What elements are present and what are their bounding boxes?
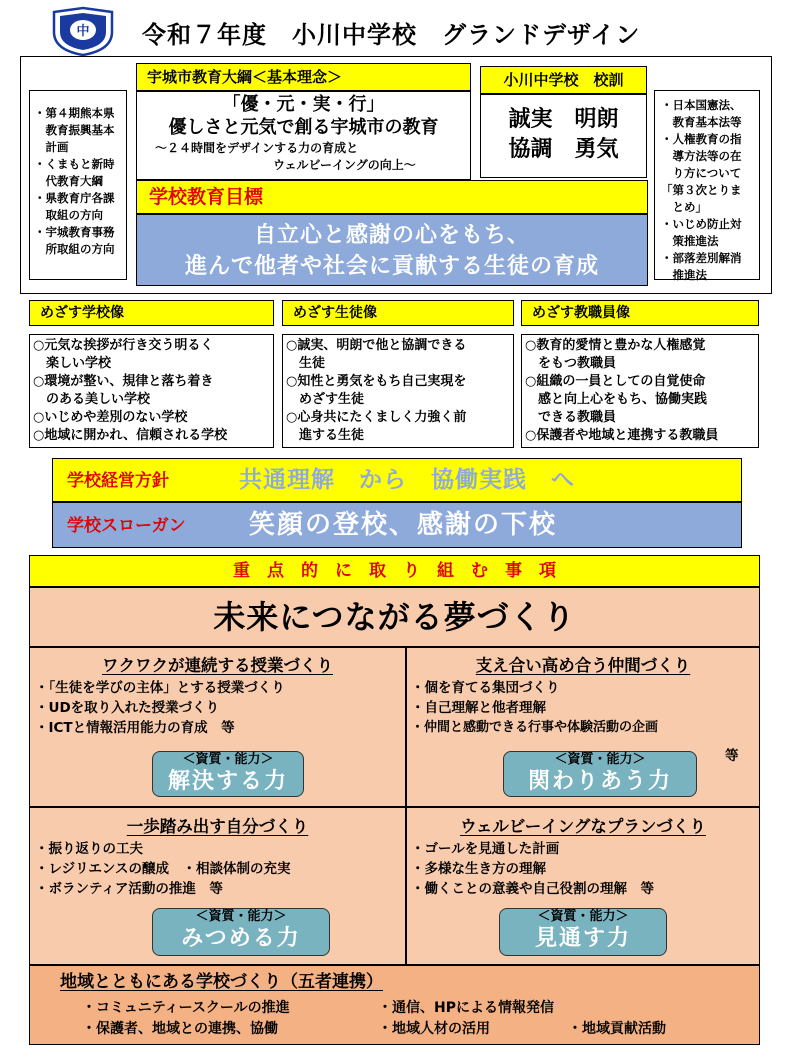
quadrant-lessons-title: ワクワクが連続する授業づくり xyxy=(102,656,333,675)
motto-line1: 誠実 明朗 xyxy=(508,107,619,132)
ability-badge-foresee: ＜資質・能力＞ 見通す力 xyxy=(499,908,667,956)
list-item: ・振り返りの工夫 xyxy=(35,841,143,857)
ability-badge-relate: ＜資質・能力＞ 関わりあう力 xyxy=(503,751,697,797)
motto-line2: 協調 勇気 xyxy=(508,137,619,162)
slogan-text: 笑顔の登校、感謝の下校 xyxy=(249,510,558,540)
community-item: ・通信、HPによる情報発信 xyxy=(378,1000,554,1016)
ideal-student-list: ○誠実、明朗で他と協調できる 生徒 ○知性と勇気をもち自己実現を めざす生徒 ○心身共にたくましく力強く前 進する生徒 xyxy=(282,334,514,448)
right-reference-box: ・日本国憲法、 教育基本法等 ・人権教育の指 導方法等の在 り方について 「第３次とりま とめ」 ・いじめ防止対 策推進法 ・部落差別解消 推進法 xyxy=(654,90,760,280)
quadrant-peers-title: 支え合い高め合う仲間づくり xyxy=(475,656,691,675)
school-goal-line2: 進んで他者や社会に貢献する生徒の育成 xyxy=(184,254,599,279)
ideal-staff-header: めざす教職員像 xyxy=(521,300,759,326)
quadrant-peers xyxy=(406,647,760,807)
community-box xyxy=(29,965,760,1045)
page-title: 令和７年度 小川中学校 グランドデザイン xyxy=(142,21,641,49)
motto-header: 小川中学校 校訓 xyxy=(480,66,647,94)
list-item: ・「生徒を学びの主体」とする授業づくり xyxy=(35,680,285,696)
management-policy-text: 共通理解 から 協働実践 へ xyxy=(239,467,575,493)
list-item: ・個を育てる集団づくり xyxy=(411,680,560,696)
svg-text:中: 中 xyxy=(76,24,90,39)
list-item: ・ICTと情報活用能力の育成 等 xyxy=(35,720,235,736)
list-item: ・働くことの意義や自己役割の理解 等 xyxy=(411,881,654,897)
slogan-bar xyxy=(52,502,742,548)
school-goal-header: 学校教育目標 xyxy=(136,180,648,214)
list-item: ・レジリエンスの醸成 ・相談体制の充実 xyxy=(35,861,291,877)
uki-policy-header: 宇城市教育大綱＜基本理念＞ xyxy=(136,63,471,91)
quadrant-plan xyxy=(406,807,760,965)
list-item: ・多様な生き方の理解 xyxy=(411,861,546,877)
list-item: ・ボランティア活動の推進 等 xyxy=(35,881,223,897)
community-item: ・コミュニティースクールの推進 xyxy=(82,1000,290,1016)
quadrant-plan-title: ウェルビーイングなプランづくり xyxy=(460,817,706,836)
school-emblem xyxy=(52,6,114,56)
left-reference-box: ・第４期熊本県 教育振興基本 計画 ・くまもと新時 代教育大綱 ・県教育庁各課 取組の方向 ・宇城教育事務 所取組の方向 xyxy=(29,90,127,280)
community-item: ・地域貢献活動 xyxy=(568,1021,666,1037)
ideal-school-list: ○元気な挨拶が行き交う明るく 楽しい学校 ○環境が整い、規律と落ち着き のある美しい学校 ○いじめや差別のない学校 ○地域に開かれ、信頼される学校 xyxy=(29,334,274,448)
motto-box xyxy=(480,94,647,178)
list-item: ・自己理解と他者理解 xyxy=(411,700,546,716)
community-item: ・地域人材の活用 xyxy=(378,1021,490,1037)
ability-badge-solve: ＜資質・能力＞ 解決する力 xyxy=(152,751,304,797)
focus-header: 重 点 的 に 取 り 組 む 事 項 xyxy=(29,555,760,587)
uki-policy-line4: ウェルビーイングの向上～ xyxy=(273,158,416,172)
uki-policy-line1: 「優・元・実・行」 xyxy=(222,94,385,115)
quadrant-self-title: 一歩踏み出す自分づくり xyxy=(126,817,309,836)
slogan-label: 学校スローガン xyxy=(67,516,186,536)
school-goal-box xyxy=(136,214,648,286)
ideal-staff-list: ○教育的愛情と豊かな人権感覚 をもつ教職員 ○組織の一員としての自覚使命 感と向上心をもち、協働実践 できる教職員 ○保護者や地域と連携する教職員 xyxy=(521,334,759,448)
management-policy-bar xyxy=(52,458,742,502)
ideal-student-header: めざす生徒像 xyxy=(282,300,514,326)
community-item: ・保護者、地域との連携、協働 xyxy=(82,1021,278,1037)
uki-policy-line2: 優しさと元気で創る宇城市の教育 xyxy=(168,117,439,138)
community-title: 地域とともにある学校づくり（五者連携） xyxy=(60,972,383,992)
ability-badge-reflect: ＜資質・能力＞ みつめる力 xyxy=(152,908,330,956)
list-item: ・ゴールを見通した計画 xyxy=(411,841,560,857)
ideal-school-header: めざす学校像 xyxy=(29,300,274,326)
focus-main-title: 未来につながる夢づくり xyxy=(29,587,760,647)
quadrant-peers-tail: 等 xyxy=(725,748,739,764)
management-policy-label: 学校経営方針 xyxy=(67,471,169,491)
list-item: ・UDを取り入れた授業づくり xyxy=(35,700,220,716)
school-goal-line1: 自立心と感謝の心をもち、 xyxy=(253,223,530,248)
quadrant-lessons xyxy=(29,647,406,807)
list-item: ・仲間と感動できる行事や体験活動の企画 xyxy=(411,720,659,735)
uki-policy-box xyxy=(136,91,471,180)
uki-policy-line3: ～２４時間をデザインする力の育成と xyxy=(155,141,359,155)
quadrant-self xyxy=(29,807,406,965)
